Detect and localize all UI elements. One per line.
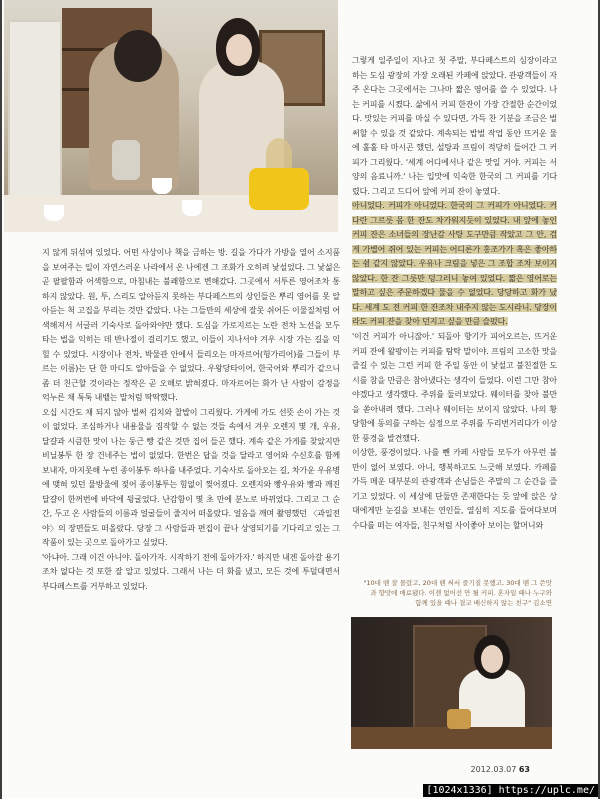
right-column-middle bbox=[352, 330, 557, 533]
left-column bbox=[42, 246, 340, 594]
woman-face bbox=[226, 34, 252, 66]
coffee-cup bbox=[44, 205, 64, 221]
portrait-photo bbox=[351, 617, 552, 749]
issue-date: 2012.03.07 bbox=[470, 765, 517, 774]
woman-face bbox=[481, 645, 503, 673]
table bbox=[351, 727, 552, 749]
right-column-top bbox=[352, 54, 557, 330]
paragraph: '아냐아. 그래 이건 아니야. 돌아가자. 시작하기 전에 돌아가자.' 하지만 내겐 돌아갈 용기조차 없다는 것 또한 잘 알고 있었다. 그래서 나는 더 화를 냈고, 모든 것에 투덜대면서 부다페스트를 거부하고 있었다. bbox=[42, 552, 340, 591]
paragraph: 지 않게 뒤섞여 있었다. 어떤 사상이나 책을 금하는 방. 길을 가다가 가방을 열어 소지품을 보여주는 일이 자연스러운 나라에서 온 나에겐 그 조화가 오히려 낯설었다. 그 낯섦은 곧 팔팔함과 어색함으로, 마침내는 불쾌함으로 변해갔다. 그곳에서 서투른 영어조차 통하지 않았다. 원, 투, 스리도 알아듣지 못하는 부다페스트의 상인들은 뿌리 영어를 못 알아듣는 척 고집을 부리는 것만 같았다. 나는 그들만의 세상에 잘못 쉬어든 이물질처럼 어색해져서 서글러 기숙사로 돌아와야만 했다. 도심을 가로지르는 노란 전차 노선을 모두 타는 법을 익히는 데 반나절이 걸리기도 했고, 이들이 지나서야 겨우 시장 가는 길을 익힐 수 있었다. 시장이나 전차, 박물관 안에서 들리오는 마자르어(헝가리어)를 그들이 부르는 이름)는 단 한 마디도 알아들을 수 없었다. 우왕당타이어, 한국어와 뿌리가 같으니 좀 더 친근할 것이라는 정작은 곧 오해로 밝혀졌다. 마자르어는 화가 난 사람이 감정을 억누른 채 툭툭 내뱉는 말처럼 딱딱했다. bbox=[42, 248, 340, 402]
page-number: 63 bbox=[518, 765, 530, 774]
grinder-hopper bbox=[266, 138, 292, 170]
man-head bbox=[114, 30, 162, 82]
source-watermark[interactable]: [1024x1336] https://uplc.me/ bbox=[423, 784, 598, 797]
yellow-coffee-grinder bbox=[249, 168, 309, 210]
coffee-cup bbox=[152, 178, 172, 194]
coffee-pot bbox=[447, 709, 471, 729]
paragraph: 이상한, 풍경이었다. 나를 뺀 카페 사람들 모두가 아무런 불만이 없어 보였다. 아니, 행복하고도 느긋해 보였다. 카페를 가득 메운 대부분의 관광객과 손님들은 주말의 그 순간을 즐기고 있었다. 이 세상에 단둘만 존재한다는 듯 앞에 앉은 상대에게만 눈길을 보내는 연인들, 열심히 지도를 들여다보며 수다를 떠는 여자들, 친구처럼 사이좋아 보이는 할머니와 bbox=[352, 448, 557, 530]
white-door bbox=[8, 20, 62, 214]
paragraph: 그렇게 일주일이 지나고 첫 주말, 부다페스트의 심장이라고 하는 도심 광장의 가장 오래된 카페에 앉았다. 관광객들이 자주 온다는 그곳에서는 그나마 짧은 영어를 쓸 수 있었다. 나는 커피를 시켰다. 삶에서 커피 한잔이 가장 간절한 순간이었다. 맛있는 커피를 마실 수 있다면, 가득 찬 기분을 조금은 벌써할 수 있을 것 같았다. 계속되는 밥벌 작업 동안 뜨거운 물에 훌훌 타 마시곤 했던, 설탕과 프림이 적당히 들어간 그 커피가 그리웠다. '세계 어디에서나 같은 맛일 거야. 커피는 서양의 음료니까.' 나는 입맛에 익숙한 한국의 그 커피를 기다렸다. 그리고 드디어 앞에 커피 잔이 놓였다. bbox=[352, 56, 557, 196]
cafe-scene-photo bbox=[4, 0, 338, 232]
photo-caption: "10대 땐 잘 몰랐고, 20대 땐 써서 즐기질 못했고, 30대 땐 그 쓴맛과 향맛에 매료됐다. 이젠 없어선 안 될 커피. 혼자일 때나 누구와 함께 있을 때나 결코 배신하지 않는 친구" 김소연 bbox=[363, 579, 552, 607]
kettle bbox=[112, 140, 140, 180]
coffee-cup bbox=[182, 200, 202, 216]
page-footer bbox=[471, 765, 531, 774]
highlighted-paragraph: 아니었다. 커피가 아니었다. 한국의 그 커피가 아니었다. 커다란 그르릇 몸 한 잔도 차가워지듯이 있었다. 내 앞에 놓인 커피 잔은 소녀들의 장난감 사탕 도구만큼 작았고 그 안, 검게 가볍어 쥐어 있는 커피는 어디론가 홍조가가 혹은 좋아하는 쉼 같지 않았다. 우유나 크림을 넣은 그 조합 조차 보이지 않았다. 한 잔 그릇만 덩그러니 놓여 있었다. 짧은 영어로는 말하고 싶은 주문하겠다 물을 수 없었다. 당당하고 화가 났다. 세계 도 전 커피 한 잔조차 내주지 않는 도시라니. 당장이라도 커피 잔을 찾아 던지고 싶을 만큼 슬펐다. bbox=[352, 201, 557, 326]
paragraph: '이건 커피가 아니잖아.' 되돌아 향기가 피어오르는, 뜨거운 커피 잔에 왈팡이는 커피를 탐탁 말이야. 프림의 고소한 맛을 즐길 수 있는 그런 커피 한 주일 동안 이 낯설고 불친절한 도시를 참을 만큼은 참아냈다는 생각이 들었다. 이런 그만 참아야겠다고 생각했다. 주위를 둘러보았다. 웨이터를 찾아 불만을 쏟아내려 했다. 그러나 웨이터는 보이지 않았다. 나의 황당함에 동의를 구하는 심정으로 주위를 두리번거리다가 이상한 풍경을 발견했다. bbox=[352, 332, 557, 443]
paragraph: 오십 시간도 채 되지 않아 벌써 김치와 찰밥이 그리웠다. 가게에 가도 선뜻 손이 가는 것이 없었다. 조심하거나 내용물을 짐작할 수 없는 것들 속에서 겨우 오렌지 몇 개, 우유, 달걀과 시큼한 맛이 나는 둥근 빵 같은 것만 집어 들곤 했다. 계속 같은 가게를 찾았지만 비닐봉투 한 장 건네주는 법이 없었다. 한번은 답을 것을 달라고 영어와 수신호를 함께 보내자, 마지못해 누런 종이봉투 하나를 내주었다. 기숙사로 돌아오는 길, 차가운 우유병에 맺혀 있던 물방울에 젖어 종이봉투는 힘없이 찢어졌다. 오렌지와 빵우유와 빵과 깨진 달걀이 한꺼번에 바닥에 뒹굴었다. 난감함이 몇 초 만에 분노로 바뀌었다. 그리고 그 순간, 두고 온 사람들의 이름과 얼굴들이 줄지어 떠올랐다. 얼음을 깨며 촬영했던 〈과일전야〉의 장면들도 떠올랐다. 당장 그 사람들과 편집이 끝나 상영되기를 기다리고 있는 그 작품이 있는 곳으로 돌아가고 싶었다. bbox=[42, 407, 340, 547]
